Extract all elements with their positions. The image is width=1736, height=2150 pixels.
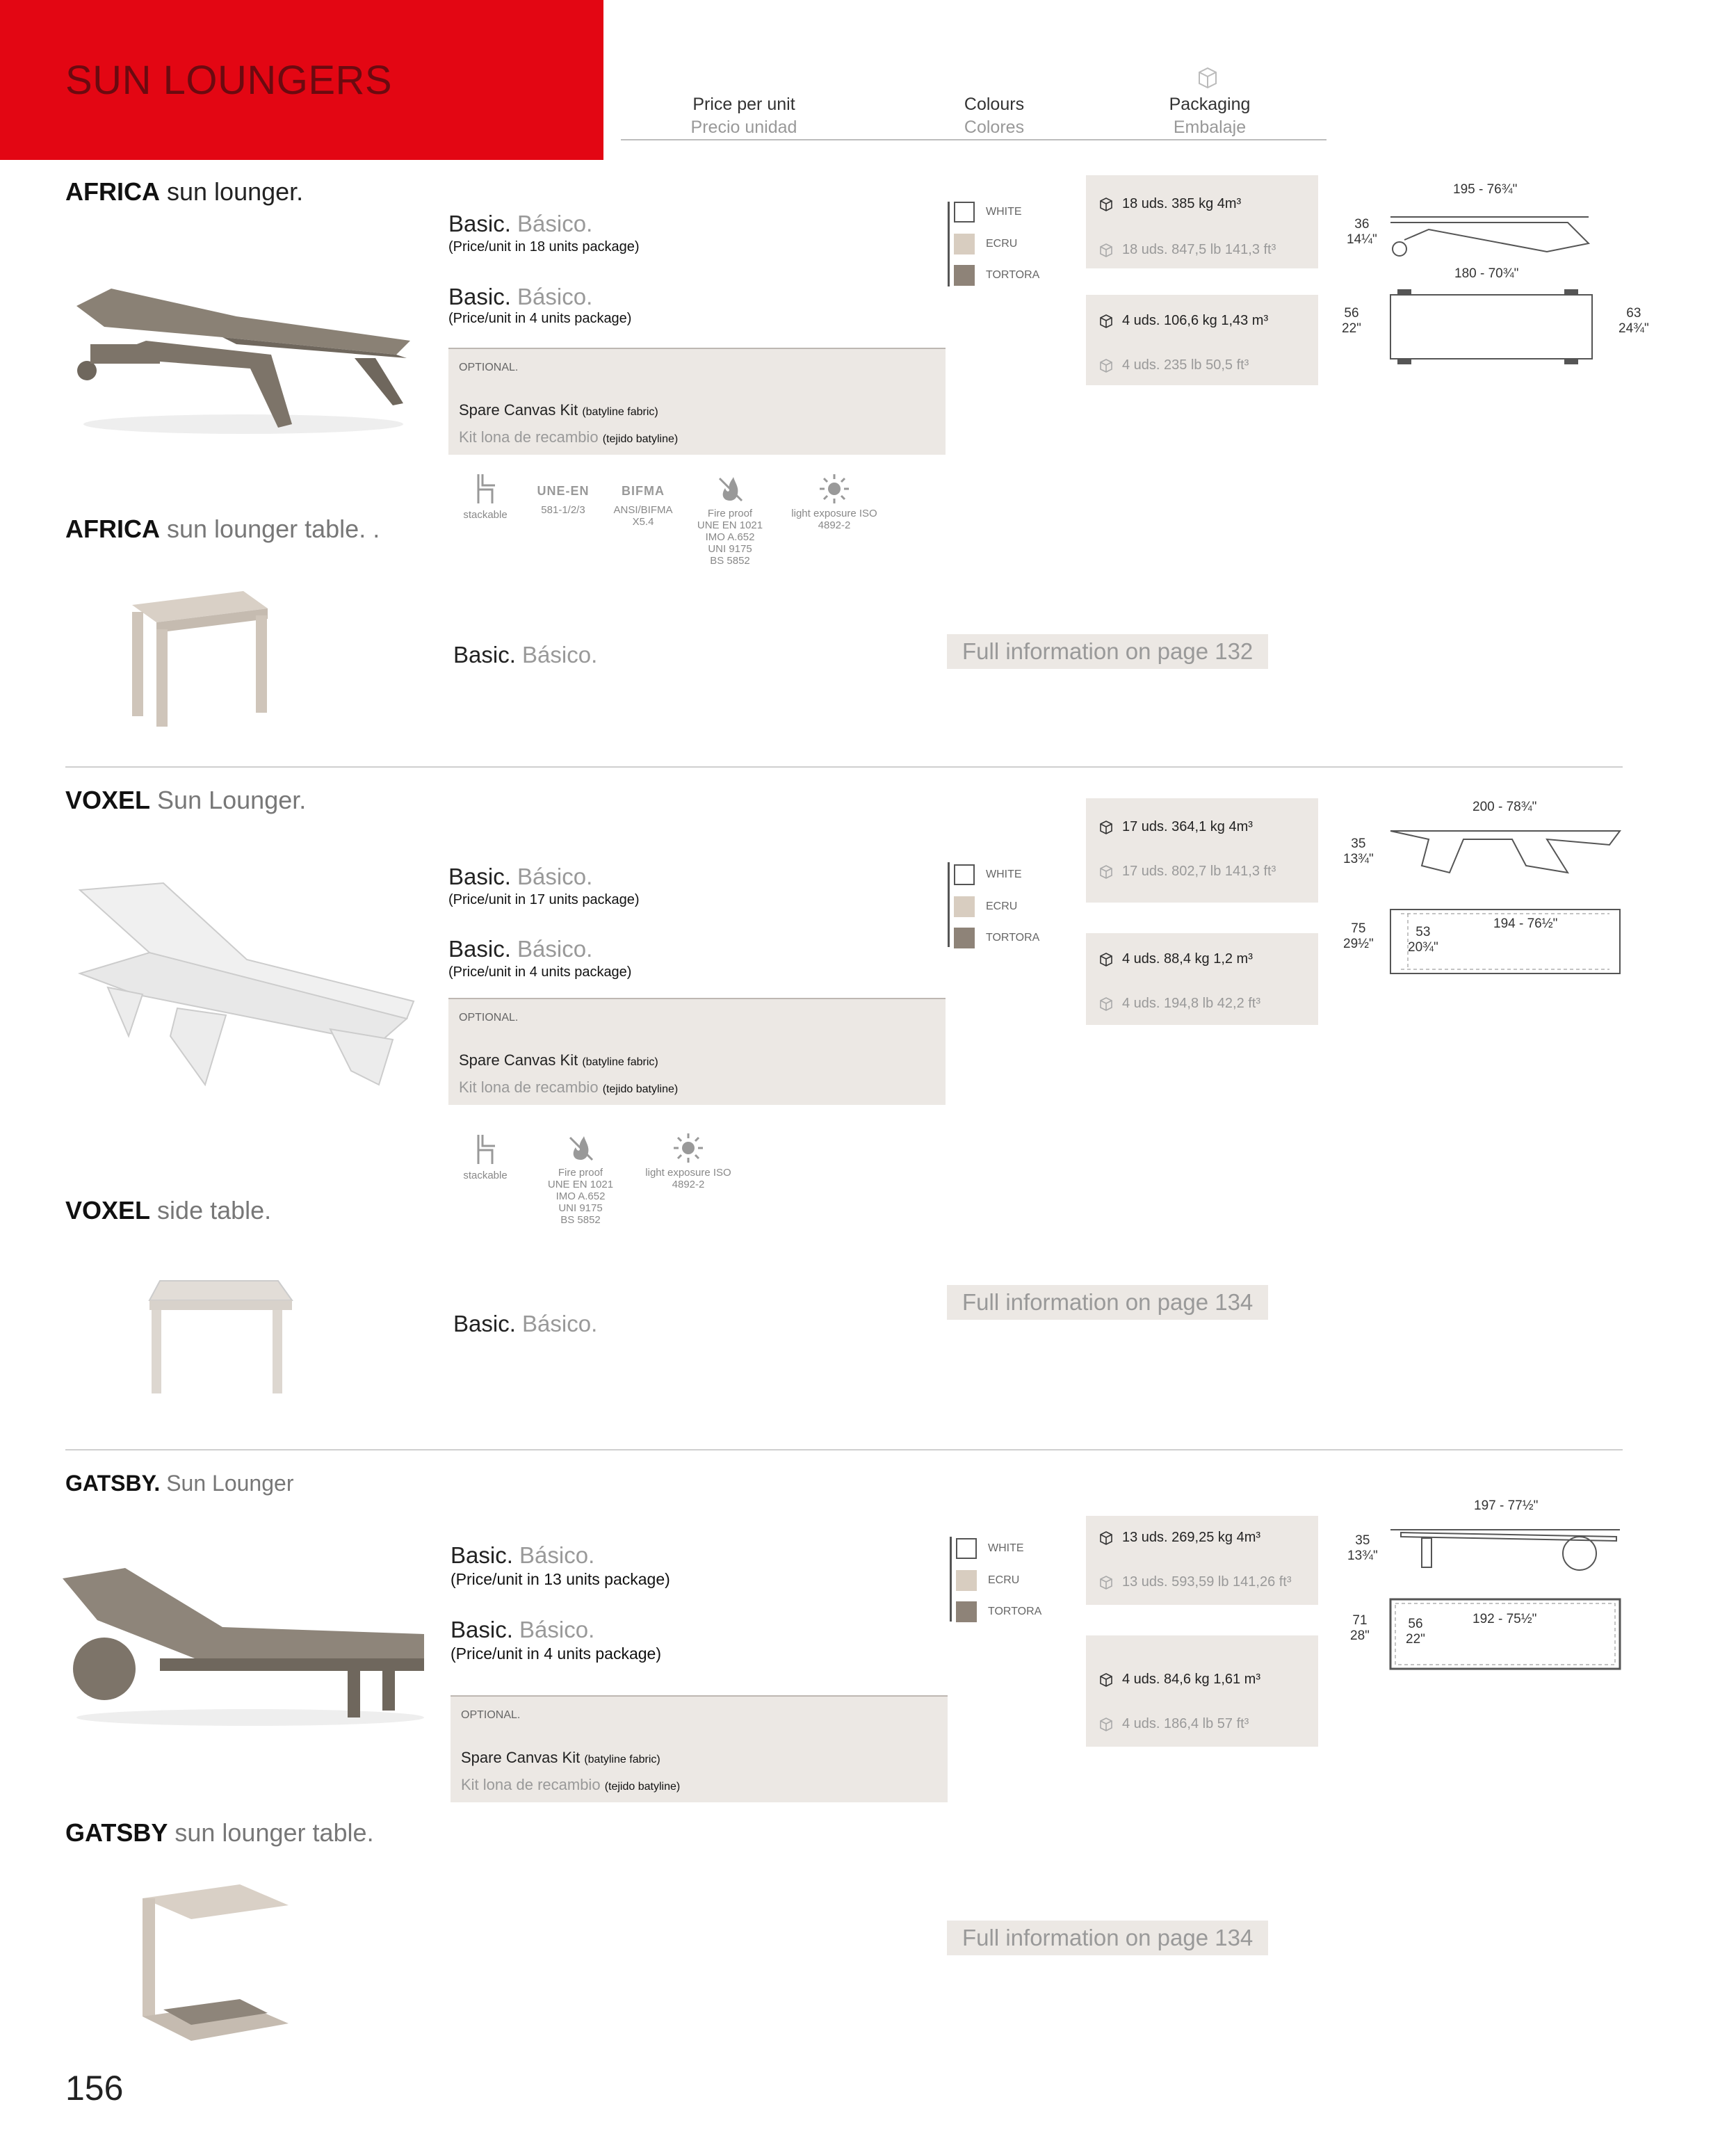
africa-basic-2-en: Basic. [448, 284, 511, 309]
gatsby-basic-2 [451, 1617, 594, 1643]
africa-cert-bifma-line2: X5.4 [632, 516, 654, 528]
voxel-pack1-metric [1098, 819, 1253, 835]
box-icon [1098, 358, 1114, 373]
fire-proof-icon [714, 473, 746, 505]
africa-optional-label: OPTIONAL. [459, 362, 519, 373]
voxel-canvas-kit-en [459, 1051, 658, 1069]
africa-pkg1-note: (Price/unit in 18 units package) [448, 239, 640, 254]
swatch-ecru-label: ECRU [986, 238, 1018, 250]
voxel-table-title-bold: VOXEL [65, 1196, 151, 1224]
voxel-pack2-box [1086, 933, 1318, 1025]
africa-dim-width2-in: 24¾" [1619, 321, 1649, 336]
voxel-pack1-metric-text: 17 uds. 364,1 kg 4m³ [1122, 819, 1253, 834]
voxel-table-basic [453, 1311, 597, 1337]
swatch-tortora-chip [954, 928, 975, 948]
gatsby-pack2-imperial [1098, 1716, 1249, 1732]
africa-table-title-bold: AFRICA [65, 515, 160, 543]
voxel-pkg1-note: (Price/unit in 17 units package) [448, 892, 640, 907]
africa-cert-stackable [456, 471, 514, 521]
africa-table-basic-en: Basic. [453, 642, 516, 668]
sun-icon [672, 1132, 704, 1164]
africa-cert-light-line2: 4892-2 [818, 519, 851, 531]
gatsby-basic-1-en: Basic. [451, 1542, 513, 1568]
gatsby-swatch-tortora [956, 1601, 1041, 1622]
africa-cert-fire-line5: BS 5852 [710, 555, 750, 567]
voxel-optional-label: OPTIONAL. [459, 1012, 519, 1024]
voxel-title [65, 786, 306, 815]
column-header-price-en: Price per unit [692, 95, 795, 114]
africa-basic-2 [448, 284, 592, 310]
voxel-pack1-box [1086, 798, 1318, 903]
africa-cert-bifma-line1: ANSI/BIFMA [613, 504, 673, 516]
voxel-cert-stackable [456, 1132, 514, 1181]
africa-dim-width [1342, 306, 1361, 337]
africa-cert-fire-line3: IMO A.652 [705, 531, 755, 543]
africa-pack2-metric [1098, 313, 1268, 329]
africa-pack2-box [1086, 295, 1318, 385]
box-icon [1098, 996, 1114, 1012]
africa-canvas-kit-es-label: Kit lona de recambio [459, 428, 599, 446]
africa-basic-1-en: Basic. [448, 211, 511, 236]
africa-basic-2-es: Básico. [517, 284, 593, 309]
africa-pack1-imperial-text: 18 uds. 847,5 lb 141,3 ft³ [1122, 242, 1276, 257]
gatsby-swatch-white [956, 1538, 1024, 1559]
gatsby-dim-width2-in: 22" [1406, 1632, 1425, 1647]
gatsby-pack2-metric-text: 4 uds. 84,6 kg 1,61 m³ [1122, 1672, 1261, 1687]
voxel-canvas-kit-es-note: (tejido batyline) [602, 1083, 679, 1095]
voxel-swatch-ecru [954, 896, 1017, 917]
gatsby-dim-width [1350, 1613, 1370, 1644]
voxel-full-info-link[interactable]: Full information on page 134 [947, 1285, 1268, 1320]
gatsby-pkg1-note: (Price/unit in 13 units package) [451, 1570, 670, 1588]
voxel-dim-width2-cm: 53 [1415, 925, 1431, 939]
gatsby-dim-height-cm: 35 [1355, 1533, 1370, 1548]
africa-canvas-kit-en-label: Spare Canvas Kit [459, 401, 578, 419]
swatch-ecru-chip [954, 234, 975, 254]
voxel-table-image [139, 1272, 299, 1405]
voxel-cert-fire-line3: IMO A.652 [555, 1190, 606, 1202]
gatsby-dim-height [1347, 1533, 1378, 1564]
africa-cert-fire-line4: UNI 9175 [708, 543, 752, 555]
africa-dim-length: 195 - 76¾" [1453, 182, 1518, 197]
gatsby-canvas-kit-en-label: Spare Canvas Kit [461, 1749, 581, 1766]
voxel-pack2-imperial [1098, 996, 1260, 1012]
voxel-cert-light-line1: light exposure ISO [645, 1167, 731, 1179]
swatch-white-chip [954, 202, 975, 223]
voxel-basic-1 [448, 864, 592, 890]
gatsby-pack1-metric [1098, 1530, 1260, 1546]
africa-cert-fire-line2: UNE EN 1021 [697, 519, 763, 531]
gatsby-canvas-kit-en-note: (batyline fabric) [584, 1754, 660, 1765]
swatch-white-label: WHITE [988, 1542, 1024, 1554]
africa-top-drawing [1387, 286, 1596, 369]
voxel-lounger-image [66, 876, 421, 1099]
voxel-cert-stackable-text: stackable [463, 1170, 508, 1181]
africa-side-drawing [1387, 209, 1596, 261]
africa-title [65, 177, 303, 207]
voxel-basic-1-en: Basic. [448, 864, 511, 889]
africa-dim-height-in: 14¼" [1347, 232, 1377, 247]
gatsby-table-title [65, 1818, 374, 1848]
africa-cert-light [779, 473, 890, 531]
africa-table-image [118, 577, 278, 737]
africa-cert-fire-line1: Fire proof [707, 508, 753, 519]
gatsby-lounger-image [56, 1558, 431, 1731]
gatsby-optional-box [451, 1695, 948, 1802]
voxel-pack2-imperial-text: 4 uds. 194,8 lb 42,2 ft³ [1122, 996, 1261, 1011]
column-header-price [667, 95, 820, 138]
gatsby-full-info-link[interactable]: Full information on page 134 [947, 1921, 1268, 1955]
voxel-basic-2-en: Basic. [448, 936, 511, 962]
gatsby-title [65, 1471, 293, 1496]
africa-lounger-image [63, 275, 417, 442]
africa-dim-width-cm: 56 [1344, 306, 1359, 321]
section-divider-2 [65, 1449, 1623, 1450]
voxel-cert-fire-line1: Fire proof [558, 1167, 603, 1179]
gatsby-pack1-imperial-text: 13 uds. 593,59 lb 141,26 ft³ [1122, 1574, 1292, 1590]
voxel-pack1-imperial [1098, 864, 1276, 880]
voxel-table-basic-es: Básico. [522, 1311, 598, 1336]
gatsby-dim-height-in: 13¾" [1347, 1549, 1378, 1563]
gatsby-canvas-kit-es-label: Kit lona de recambio [461, 1776, 601, 1793]
africa-swatch-tortora [954, 265, 1039, 286]
swatch-tortora-chip [956, 1601, 977, 1622]
voxel-table-basic-en: Basic. [453, 1311, 516, 1336]
box-icon [1098, 197, 1114, 212]
africa-pack1-metric-text: 18 uds. 385 kg 4m³ [1122, 196, 1242, 211]
africa-table-title [65, 515, 380, 544]
voxel-table-title [65, 1196, 271, 1225]
africa-table-basic [453, 642, 597, 668]
gatsby-canvas-kit-es-note: (tejido batyline) [604, 1781, 681, 1793]
africa-cert-une-en [528, 485, 598, 516]
voxel-dim-width-cm: 75 [1351, 921, 1366, 936]
gatsby-pack1-metric-text: 13 uds. 269,25 kg 4m³ [1122, 1530, 1261, 1545]
africa-pack1-box [1086, 175, 1318, 268]
column-header-colours-es: Colores [964, 118, 1025, 137]
box-icon [1098, 1672, 1114, 1688]
box-icon [1098, 1717, 1114, 1732]
africa-dim-width-in: 22" [1342, 321, 1361, 336]
voxel-pkg2-note: (Price/unit in 4 units package) [448, 964, 632, 980]
gatsby-table-title-light: sun lounger table. [175, 1818, 374, 1847]
voxel-swatch-tortora [954, 928, 1039, 948]
swatch-ecru-chip [956, 1570, 977, 1591]
voxel-cert-fire-line4: UNI 9175 [558, 1202, 603, 1214]
africa-dim-width2 [1619, 306, 1649, 337]
voxel-basic-2-es: Básico. [517, 936, 593, 962]
voxel-basic-1-es: Básico. [517, 864, 593, 889]
gatsby-title-bold: GATSBY. [65, 1471, 161, 1496]
voxel-cert-light-line2: 4892-2 [672, 1179, 705, 1190]
swatch-tortora-label: TORTORA [988, 1606, 1042, 1617]
gatsby-dim-width-cm: 71 [1352, 1613, 1368, 1628]
africa-pack2-imperial [1098, 357, 1249, 373]
swatch-tortora-label: TORTORA [986, 269, 1040, 281]
voxel-basic-2 [448, 936, 592, 962]
stackable-icon [471, 1132, 499, 1167]
africa-canvas-kit-es-note: (tejido batyline) [602, 433, 679, 445]
africa-title-bold: AFRICA [65, 177, 160, 206]
voxel-dim-height-cm: 35 [1351, 836, 1366, 851]
swatch-white-label: WHITE [986, 206, 1022, 218]
gatsby-pkg2-note: (Price/unit in 4 units package) [451, 1644, 661, 1663]
swatch-white-label: WHITE [986, 868, 1022, 880]
africa-cert-stackable-text: stackable [463, 509, 508, 521]
voxel-side-drawing [1387, 824, 1623, 880]
africa-dim-inner: 180 - 70¾" [1454, 266, 1519, 281]
swatch-ecru-label: ECRU [988, 1574, 1020, 1586]
gatsby-basic-2-es: Básico. [519, 1617, 595, 1642]
africa-dim-height-cm: 36 [1354, 217, 1370, 232]
gatsby-basic-1-es: Básico. [519, 1542, 595, 1568]
voxel-dim-height [1343, 836, 1374, 867]
voxel-cert-fire-line5: BS 5852 [560, 1214, 601, 1226]
voxel-colour-bar [948, 862, 950, 947]
voxel-canvas-kit-es [459, 1078, 678, 1097]
africa-title-light: sun lounger. [167, 177, 304, 206]
africa-table-title-light: sun lounger table. . [167, 515, 380, 543]
swatch-tortora-chip [954, 265, 975, 286]
africa-pack1-imperial [1098, 242, 1276, 258]
africa-pack2-imperial-text: 4 uds. 235 lb 50,5 ft³ [1122, 357, 1249, 373]
swatch-white-chip [954, 864, 975, 885]
voxel-dim-width2-in: 20¾" [1408, 940, 1438, 955]
voxel-dim-inner: 194 - 76½" [1493, 916, 1558, 931]
voxel-canvas-kit-en-label: Spare Canvas Kit [459, 1051, 578, 1069]
gatsby-dim-inner: 192 - 75½" [1473, 1612, 1537, 1626]
gatsby-basic-1 [451, 1542, 594, 1569]
voxel-swatch-white [954, 864, 1022, 885]
voxel-dim-width-in: 29½" [1343, 937, 1374, 951]
une-en-logo: UNE-EN [537, 484, 590, 498]
column-header-price-es: Precio unidad [690, 118, 797, 137]
sun-icon [818, 473, 850, 505]
africa-canvas-kit-en [459, 401, 658, 419]
voxel-canvas-kit-es-label: Kit lona de recambio [459, 1078, 599, 1096]
voxel-dim-width [1343, 921, 1374, 952]
africa-full-info-link[interactable]: Full information on page 132 [947, 634, 1268, 669]
packaging-box-icon [1196, 65, 1219, 89]
voxel-cert-fire-line2: UNE EN 1021 [547, 1179, 614, 1190]
gatsby-basic-2-en: Basic. [451, 1617, 513, 1642]
fire-proof-icon [565, 1132, 597, 1164]
voxel-table-title-light: side table. [157, 1196, 272, 1224]
gatsby-pack2-imperial-text: 4 uds. 186,4 lb 57 ft³ [1122, 1716, 1249, 1731]
gatsby-pack1-box [1086, 1516, 1318, 1605]
voxel-dim-height-in: 13¾" [1343, 852, 1374, 866]
column-header-colours [925, 95, 1064, 138]
section-divider-1 [65, 766, 1623, 768]
africa-basic-1-es: Básico. [517, 211, 593, 236]
gatsby-dim-width2-cm: 56 [1408, 1617, 1423, 1631]
voxel-cert-light [633, 1132, 744, 1190]
africa-dim-height [1347, 217, 1377, 248]
africa-canvas-kit-en-note: (batyline fabric) [582, 406, 658, 418]
africa-pack1-metric [1098, 196, 1241, 212]
bifma-logo: BIFMA [622, 484, 665, 498]
header-rule [621, 139, 1327, 140]
gatsby-colour-bar [950, 1537, 952, 1622]
africa-canvas-kit-es [459, 428, 678, 446]
voxel-canvas-kit-en-note: (batyline fabric) [582, 1056, 658, 1068]
gatsby-canvas-kit-en [461, 1749, 660, 1767]
gatsby-table-title-bold: GATSBY [65, 1818, 168, 1847]
gatsby-dim-width-in: 28" [1350, 1628, 1370, 1643]
swatch-ecru-chip [954, 896, 975, 917]
column-header-packaging-es: Embalaje [1173, 118, 1247, 137]
africa-cert-une-en-text: 581-1/2/3 [541, 504, 585, 516]
voxel-dim-width2 [1408, 925, 1438, 955]
gatsby-swatch-ecru [956, 1570, 1019, 1591]
gatsby-dim-width2 [1406, 1617, 1425, 1647]
voxel-cert-fire [539, 1132, 622, 1226]
swatch-ecru-label: ECRU [986, 900, 1018, 912]
voxel-pack2-metric-text: 4 uds. 88,4 kg 1,2 m³ [1122, 951, 1253, 967]
voxel-dim-length: 200 - 78¾" [1473, 800, 1537, 814]
page-number: 156 [65, 2069, 124, 2108]
gatsby-pack2-box [1086, 1635, 1318, 1747]
gatsby-title-light: Sun Lounger [166, 1471, 294, 1496]
voxel-optional-box [448, 998, 946, 1105]
swatch-white-chip [956, 1538, 977, 1559]
gatsby-dim-length: 197 - 77½" [1474, 1498, 1539, 1513]
voxel-title-light: Sun Lounger. [157, 786, 307, 814]
box-icon [1098, 952, 1114, 967]
africa-table-basic-es: Básico. [522, 642, 598, 668]
gatsby-side-drawing [1387, 1523, 1623, 1578]
swatch-tortora-label: TORTORA [986, 932, 1040, 944]
gatsby-table-image [136, 1877, 302, 2051]
africa-dim-width2-cm: 63 [1626, 306, 1641, 321]
africa-basic-1 [448, 211, 592, 237]
africa-cert-light-line1: light exposure ISO [791, 508, 877, 519]
box-icon [1098, 820, 1114, 835]
box-icon [1098, 864, 1114, 880]
gatsby-pack2-metric [1098, 1672, 1260, 1688]
box-icon [1098, 1530, 1114, 1546]
voxel-pack2-metric [1098, 951, 1253, 967]
africa-cert-fire [688, 473, 772, 567]
box-icon [1098, 1575, 1114, 1590]
column-header-packaging-en: Packaging [1169, 95, 1251, 114]
stackable-icon [471, 471, 499, 506]
gatsby-optional-label: OPTIONAL. [461, 1709, 521, 1721]
column-header-packaging [1140, 95, 1279, 138]
africa-swatch-ecru [954, 234, 1017, 254]
africa-optional-box [448, 348, 946, 455]
voxel-title-bold: VOXEL [65, 786, 151, 814]
gatsby-pack1-imperial [1098, 1574, 1292, 1590]
africa-cert-bifma [605, 485, 681, 528]
africa-swatch-white [954, 202, 1022, 223]
africa-colour-bar [948, 202, 950, 286]
africa-pack2-metric-text: 4 uds. 106,6 kg 1,43 m³ [1122, 313, 1269, 328]
voxel-pack1-imperial-text: 17 uds. 802,7 lb 141,3 ft³ [1122, 864, 1276, 879]
box-icon [1098, 314, 1114, 329]
column-header-colours-en: Colours [964, 95, 1025, 114]
africa-pkg2-note: (Price/unit in 4 units package) [448, 311, 632, 326]
page-title: SUN LOUNGERS [65, 58, 393, 103]
box-icon [1098, 243, 1114, 258]
gatsby-canvas-kit-es [461, 1776, 680, 1794]
